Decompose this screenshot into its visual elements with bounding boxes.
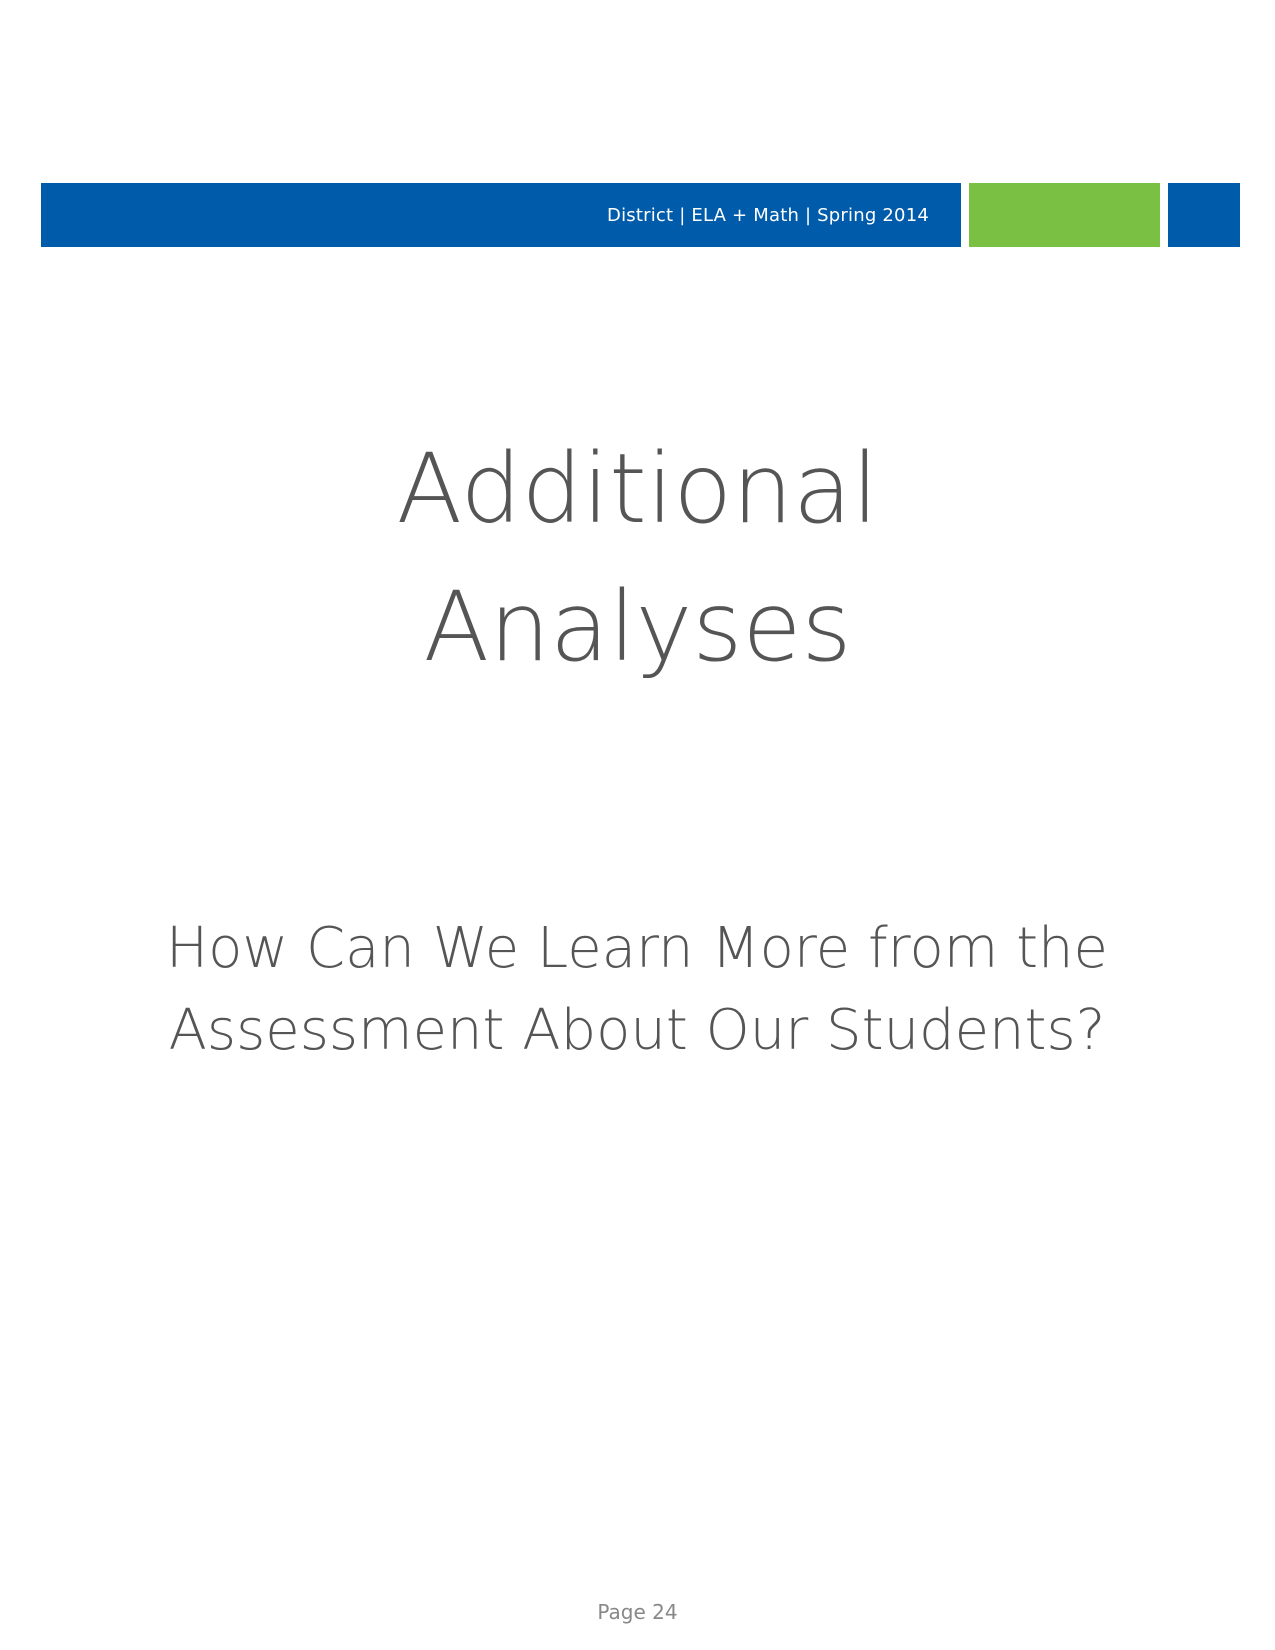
- header-green-block: [969, 183, 1160, 247]
- page-subtitle: How Can We Learn More from the Assessment About Our Students?: [166, 916, 1108, 1063]
- header-blue-block: [41, 183, 961, 247]
- header-bar: [41, 183, 1240, 247]
- page-title-line-1: Additional: [396, 433, 879, 545]
- header-blue-end-block: [1168, 183, 1240, 247]
- page-number: Page 24: [597, 1600, 678, 1624]
- page-title: [0, 420, 1275, 696]
- header-text: District | ELA + Math | Spring 2014: [607, 204, 929, 226]
- page-title-line-2: Analyses: [423, 571, 852, 683]
